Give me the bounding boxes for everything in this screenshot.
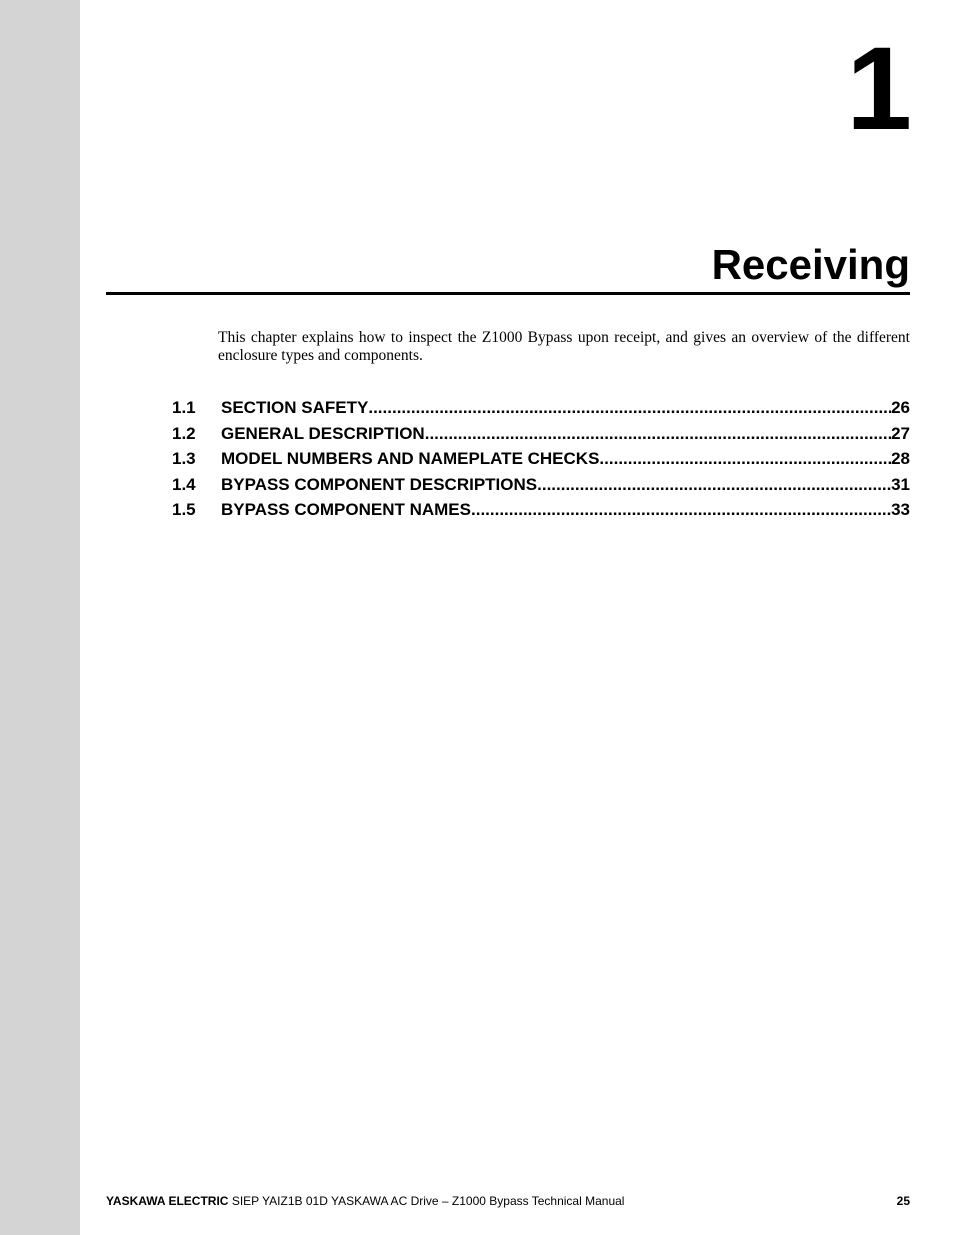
toc-dot-leader xyxy=(471,500,891,520)
toc-page-number: 26 xyxy=(891,398,910,417)
toc-section-number: 1.1 xyxy=(172,398,196,417)
toc-section-number: 1.2 xyxy=(172,423,196,443)
toc-entry[interactable] xyxy=(172,449,910,475)
toc-section-title: BYPASS COMPONENT NAMES xyxy=(221,500,471,519)
toc-section-number: 1.5 xyxy=(172,500,196,519)
footer-manual-title: SIEP YAIZ1B 01D YASKAWA AC Drive – Z1000 Bypass Technical Manual xyxy=(231,1194,625,1208)
toc-entry[interactable] xyxy=(172,475,910,501)
toc-entry[interactable] xyxy=(172,500,910,526)
toc-entry[interactable] xyxy=(172,398,910,424)
toc-dot-leader xyxy=(599,449,891,469)
toc-dot-leader xyxy=(537,475,891,495)
toc-entry[interactable] xyxy=(172,424,910,450)
page-footer xyxy=(106,1194,910,1208)
page-margin-band xyxy=(0,0,80,1235)
toc-page-number: 28 xyxy=(891,449,910,468)
chapter-number: 1 xyxy=(846,23,910,155)
toc-section-number: 1.3 xyxy=(172,449,196,468)
chapter-title: Receiving xyxy=(711,241,910,288)
table-of-contents xyxy=(172,398,910,526)
chapter-intro: This chapter explains how to inspect the Z1000 Bypass upon receipt, and gives an overview of the different enclosure types and components. xyxy=(218,329,910,364)
toc-section-title: GENERAL DESCRIPTION xyxy=(221,423,425,443)
toc-page-number: 31 xyxy=(891,474,910,494)
toc-section-number: 1.4 xyxy=(172,474,196,494)
toc-section-title: SECTION SAFETY xyxy=(221,398,369,417)
footer-document-info xyxy=(106,1194,624,1208)
title-rule xyxy=(106,292,910,295)
footer-page-number: 25 xyxy=(896,1194,910,1208)
toc-dot-leader xyxy=(368,398,891,418)
toc-page-number: 33 xyxy=(891,500,910,519)
toc-section-title: BYPASS COMPONENT DESCRIPTIONS xyxy=(221,474,538,494)
toc-dot-leader xyxy=(425,424,891,444)
toc-section-title: MODEL NUMBERS AND NAMEPLATE CHECKS xyxy=(221,449,600,468)
footer-brand: YASKAWA ELECTRIC xyxy=(106,1194,229,1208)
toc-page-number: 27 xyxy=(891,423,910,443)
